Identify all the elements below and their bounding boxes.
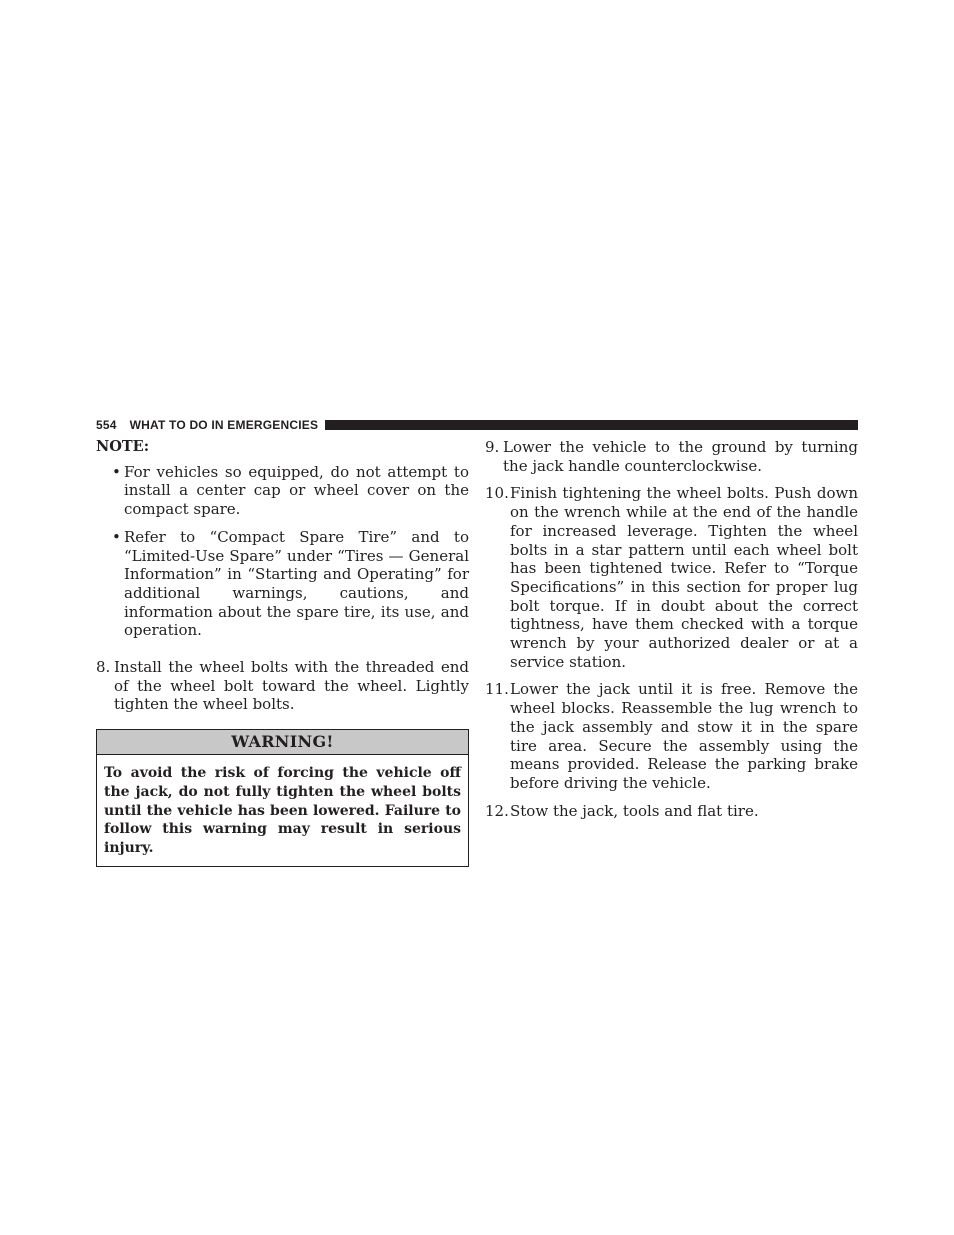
warning-body: To avoid the risk of forcing the vehicle off the jack, do not fully tighten the wheel bolts until the vehicle has been lowered. Failure to follow this warning may result in serious injury. [104,765,461,856]
page-number: 554 [96,418,117,432]
step-9 [485,438,858,475]
step-number: 8. [96,658,111,677]
note-bullet: • For vehicles so equipped, do not attempt to install a center cap or wheel cover on the compact spare. [96,463,469,519]
step-text: Finish tightening the wheel bolts. Push down on the wrench while at the end of the handle for increased leverage. Tighten the wheel bolts in a star pattern until each wheel bolt has been tightened twice. Refer to “Torque Specifications” in this section for proper lug bolt torque. If in doubt about the correct tightness, have them checked with a torque wrench by your authorized dealer or at a service station. [510,484,858,671]
step-11 [485,680,858,792]
step-text: Install the wheel bolts with the threaded end of the wheel bolt toward the wheel. Lightly tighten the wheel bolts. [114,658,469,714]
step-number: 9. [485,438,500,456]
step-number: 11. [485,680,509,699]
note-label: NOTE: [96,438,150,455]
step-12 [485,802,858,821]
step-number: 10. [485,484,509,503]
warning-box [96,729,469,867]
section-title: WHAT TO DO IN EMERGENCIES [129,418,319,432]
note-bullet: • Refer to “Compact Spare Tire” and to “Limited-Use Spare” under “Tires — General Information” in “Starting and Operating” for additional warnings, cautions, and information about the spare tire, its use, and operation. [96,528,469,640]
step-text: Stow the jack, tools and flat tire. [510,801,759,820]
warning-title: WARNING! [97,730,468,755]
header-rule [325,420,858,430]
step-10 [485,484,858,671]
step-8 [96,658,469,714]
left-column [96,438,469,867]
step-number: 12. [485,801,509,820]
step-text: Lower the vehicle to the ground by turning the jack handle counterclockwise. [503,438,858,475]
step-text: Lower the jack until it is free. Remove the wheel blocks. Reassemble the lug wrench to the jack assembly and stow it in the spare tire area. Secure the assembly using the means provided. Release the parking brake before driving the vehicle. [510,680,858,792]
right-column [485,438,858,829]
page-header [96,417,858,433]
